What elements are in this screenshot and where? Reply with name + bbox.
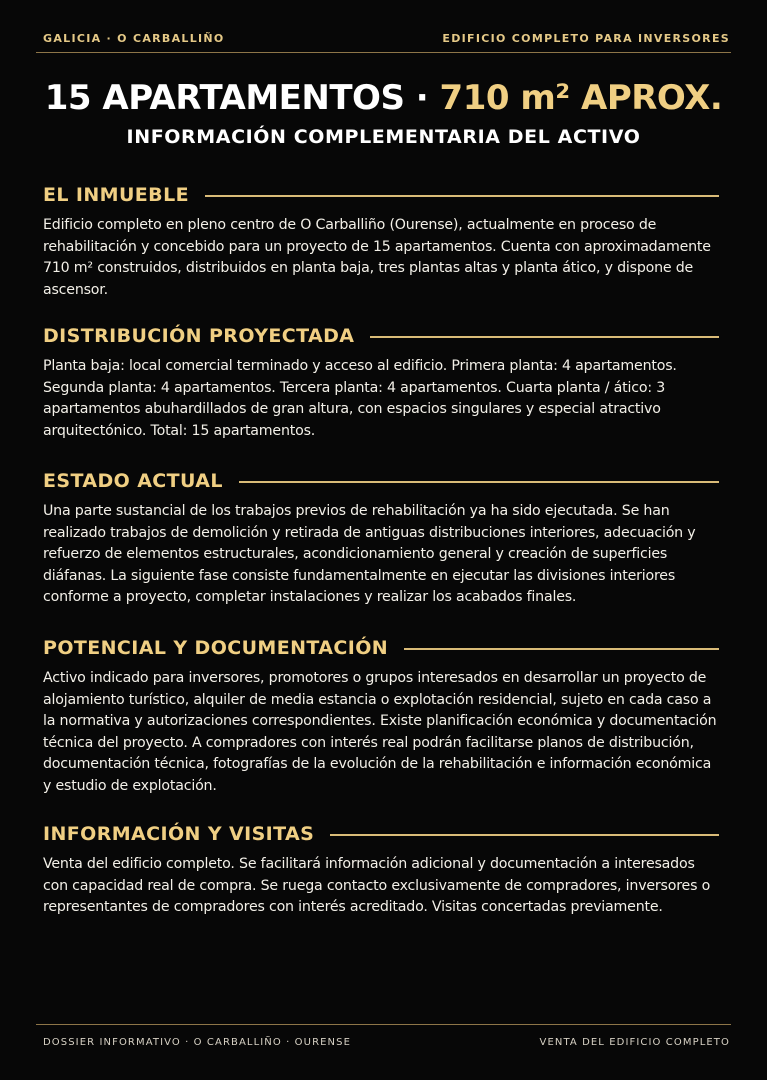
section-heading-text: ESTADO ACTUAL [43, 470, 223, 492]
section-heading [43, 468, 719, 494]
heading-rule [239, 481, 719, 483]
section-informacion-visitas [43, 821, 719, 919]
section-el-inmueble [43, 182, 719, 301]
header-location: GALICIA · O CARBALLIÑO [43, 31, 225, 45]
footer-sale: VENTA DEL EDIFICIO COMPLETO [539, 1036, 730, 1048]
section-body: Edificio completo en pleno centro de O Carballiño (Ourense), actualmente en proceso de rehabilitación y concebido para un proyecto de 15 apartamentos. Cuenta con aproximadamente 710 m² construidos, distribuidos en planta baja, tres plantas altas y planta ático, y dispone de ascensor. [43, 217, 711, 298]
section-body: Una parte sustancial de los trabajos previos de rehabilitación ya ha sido ejecutada. Se han realizado trabajos de demolición y retirada de antiguas distribuciones interiores, adecuación y refuerzo de elementos estructurales, acondicionamiento general y creación de superficies diáfanas. La siguiente fase consiste fundamentalmente en ejecutar las divisiones interiores conforme a proyecto, completar instalaciones y realizar los acabados finales. [43, 503, 696, 606]
section-heading-text: POTENCIAL Y DOCUMENTACIÓN [43, 637, 389, 659]
heading-rule [404, 648, 719, 650]
heading-rule [205, 195, 719, 197]
section-body: Activo indicado para inversores, promotores o grupos interesados en desarrollar un proyecto de alojamiento turístico, alquiler de media estancia o explotación residencial, sujeto en cada caso a la normativa y autorizaciones correspondientes. Existe planificación económica y documentación técnica del proyecto. A compradores con interés real podrán facilitarse planos de distribución, documentación técnica, fotografías de la evolución de la rehabilitación e información económica y estudio de explotación. [43, 670, 717, 794]
section-heading [43, 323, 719, 349]
section-heading [43, 182, 719, 208]
section-body: Planta baja: local comercial terminado y acceso al edificio. Primera planta: 4 apartamentos. Segunda planta: 4 apartamentos. Tercera planta: 4 apartamentos. Cuarta planta / ático: 3 apartamentos abuhardillados de gran altura, con espacios singulares y especial atractivo arquitectónico. Total: 15 apartamentos. [43, 358, 677, 439]
title-apartments: 15 APARTAMENTOS · [44, 78, 440, 118]
heading-rule [330, 834, 719, 836]
top-bar [36, 24, 731, 53]
section-heading-text: EL INMUEBLE [43, 184, 189, 206]
section-distribucion [43, 323, 719, 442]
header-tagline: EDIFICIO COMPLETO PARA INVERSORES [442, 31, 730, 45]
section-heading [43, 635, 719, 661]
page-subtitle: INFORMACIÓN COMPLEMENTARIA DEL ACTIVO [126, 126, 641, 148]
section-body: Venta del edificio completo. Se facilitará información adicional y documentación a interesados con capacidad real de compra. Se ruega contacto exclusivamente de compradores, inversores o representantes de compradores con interés acreditado. Visitas concertadas previamente. [43, 856, 711, 916]
title-area: 710 m² APROX. [439, 78, 723, 118]
section-heading-text: INFORMACIÓN Y VISITAS [43, 823, 315, 845]
page-title [0, 74, 767, 122]
section-heading-text: DISTRIBUCIÓN PROYECTADA [43, 325, 355, 347]
section-estado-actual [43, 468, 719, 609]
section-heading [43, 821, 719, 847]
heading-rule [370, 336, 719, 338]
footer-dossier: DOSSIER INFORMATIVO · O CARBALLIÑO · OURENSE [43, 1036, 351, 1048]
bottom-bar [36, 1024, 731, 1059]
section-potencial [43, 635, 719, 798]
